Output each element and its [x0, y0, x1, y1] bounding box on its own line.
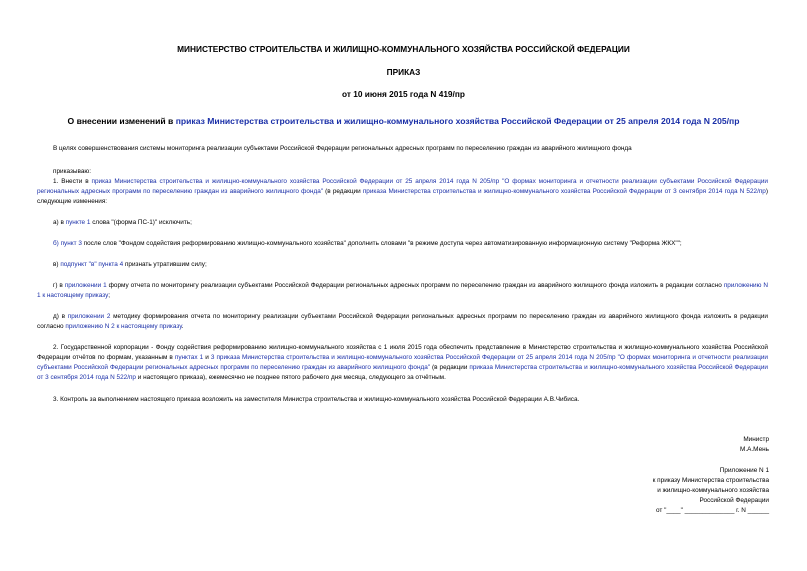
subparagraph-a: [37, 218, 768, 228]
pv-text-a: в): [53, 261, 61, 268]
p2-link-order-205[interactable]: приказа Министерства строительства и жилищно-коммунального хозяйства Российской Федерации от 25 апреля 2014 года N 205/пр "О формах мониторинга и отчетности реализации субъектами Российской Федерации региональных адресных программ по переселению граждан из аварийного жилищного фонда": [37, 354, 769, 371]
pg-link-annex-1[interactable]: приложении 1: [64, 282, 107, 289]
paragraph-3: 3. Контроль за выполнением настоящего приказа возложить на заместителя Министра строительства и жилищно-коммунального хозяйства Российской Федерации А.В.Чибиса.: [53, 396, 580, 403]
pb-link-item-3[interactable]: б) пункт 3: [53, 240, 82, 247]
p2-text-b: и: [203, 354, 211, 361]
appendix-line-3: и жилищно-коммунального хозяйства: [657, 487, 769, 494]
appendix-line-1: Приложение N 1: [719, 467, 769, 474]
pa-link-item-1[interactable]: пункте 1: [65, 219, 91, 226]
pg-text-b: форму отчета по мониторингу реализации субъектами Российской Федерации региональных адресных программ по переселению граждан из аварийного жилищного фонда изложить в редакции согласно: [106, 282, 724, 289]
pd-text-b: методику формирования отчета по мониторингу реализации субъектами Российской Федерации региональных адресных программ по переселению граждан из аварийного жилищного фонда изложить в редакции согласно: [37, 313, 768, 330]
p2-link-items-1[interactable]: пунктах 1: [174, 354, 204, 361]
pv-text-b: признать утратившим силу;: [123, 261, 207, 268]
p2-link-order-522[interactable]: приказа Министерства строительства и жилищно-коммунального хозяйства Российской Федерации от 3 сентября 2014 года N 522/пр: [37, 364, 768, 381]
p2-text-a: 2. Государственной корпорации - Фонду содействия реформированию жилищно-коммунального хозяйства с 1 июля 2015 года обеспечить представление в Министерство строительства и жилищно-коммунального хозяйства Российской Федерации отчётов по формам, указанным в: [37, 344, 768, 361]
title-link[interactable]: приказ Министерства строительства и жилищно-коммунального хозяйства Российской Федерации от 25 апреля 2014 года N 205/пр: [175, 116, 740, 126]
signature-name: М.А.Мень: [740, 446, 769, 453]
pg-text-a: г) в: [53, 282, 65, 289]
pd-link-annex-2[interactable]: приложении 2: [67, 313, 111, 320]
p1-text-b: (в редакции: [323, 188, 363, 195]
pd-link-appendix-2[interactable]: приложению N 2 к настоящему приказу: [65, 323, 182, 330]
signature-position: Министр: [743, 436, 769, 443]
pb-text-b: после слов "Фондом содействия реформированию жилищно-коммунального хозяйства" дополнить словами "в режиме доступа через автоматизированную информационную систему "Реформа ЖКХ"";: [81, 240, 682, 247]
title-prefix: О внесении изменений в: [67, 116, 176, 126]
appendix-line-5: от "____" ______________ г. N ______: [656, 507, 769, 514]
subparagraph-d: [37, 312, 768, 332]
date-number: от 10 июня 2015 года N 419/пр: [342, 89, 465, 99]
ministry-heading: МИНИСТЕРСТВО СТРОИТЕЛЬСТВА И ЖИЛИЩНО-КОММУНАЛЬНОГО ХОЗЯЙСТВА РОССИЙСКОЙ ФЕДЕРАЦИИ: [177, 44, 630, 54]
p1-text-a: 1. Внести в: [53, 178, 92, 185]
appendix-block: [653, 466, 769, 516]
appendix-line-2: к приказу Министерства строительства: [652, 477, 769, 484]
pa-text-a: а) в: [53, 219, 66, 226]
pg-link-appendix-1[interactable]: приложению N 1 к настоящему приказу: [37, 282, 768, 299]
subparagraph-b: [37, 239, 768, 249]
p2-text-e: и настоящего приказа), ежемесячно не позднее пятого рабочего дня месяца, следующего за отчётным.: [136, 374, 446, 381]
p1-link-order-522[interactable]: приказа Министерства строительства и жилищно-коммунального хозяйства Российской Федерации от 3 сентября 2014 года N 522/пр: [362, 188, 766, 195]
appendix-line-4: Российской Федерации: [699, 497, 769, 504]
pd-text-a: д) в: [53, 313, 68, 320]
p2-text-d: (в редакции: [430, 364, 470, 371]
signature-block: [740, 435, 769, 455]
subparagraph-v: [37, 260, 768, 270]
paragraph-1: [37, 177, 768, 207]
document-title: [0, 116, 807, 126]
intro-paragraph: В целях совершенствования системы мониторинга реализации субъектами Российской Федерации региональных адресных программ по переселению граждан из аварийного жилищного фонда: [53, 145, 632, 152]
paragraph-2: [37, 343, 768, 383]
pv-link-subitem[interactable]: подпункт "в" пункта 4: [60, 261, 124, 268]
p1-link-order-205[interactable]: приказ Министерства строительства и жилищно-коммунального хозяйства Российской Федерации от 25 апреля 2014 года N 205/пр "О формах мониторинга и отчетности реализации субъектами Российской Федерации региональных адресных программ по переселению граждан из аварийного жилищного фонда": [37, 178, 769, 195]
pg-text-c: ;: [108, 292, 111, 299]
pa-text-b: слова "(форма ПС-1)" исключить;: [90, 219, 192, 226]
pd-text-c: .: [181, 323, 184, 330]
subparagraph-g: [37, 281, 768, 301]
p1-text-c: ) следующие изменения:: [37, 188, 769, 205]
p2-link-item-3[interactable]: 3: [210, 354, 215, 361]
doc-type-heading: ПРИКАЗ: [386, 67, 421, 77]
order-word: приказываю:: [53, 168, 91, 175]
